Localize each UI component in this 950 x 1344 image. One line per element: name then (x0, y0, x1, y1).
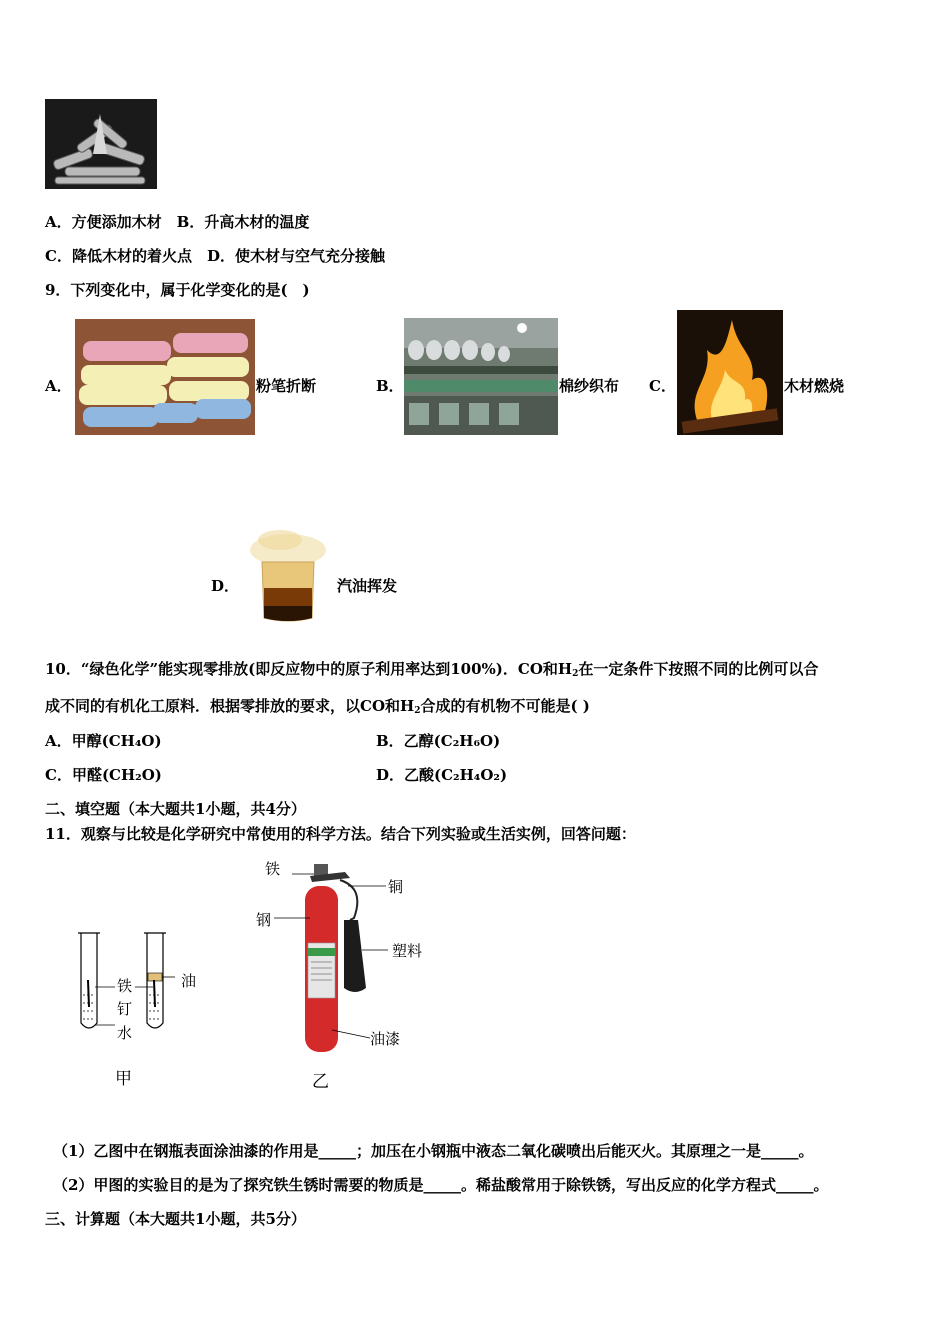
q10-option-b: B．乙醇(C₂H₆O) (376, 732, 501, 750)
q9-stem: 9．下列变化中，属于化学变化的是( ) (45, 281, 310, 299)
q9-option-b-text: 棉纱织布 (559, 377, 620, 395)
q11-sub1: （1）乙图中在钢瓶表面涂油漆的作用是_____；加压在小钢瓶中液态二氧化碳喷出后能灭火。其原理之一是_____。 (53, 1142, 814, 1160)
q8-options-ab: A．方便添加木材 B．升高木材的温度 (45, 213, 310, 231)
burning-wood-photo (677, 310, 783, 435)
label-steel: 钢 (256, 911, 272, 929)
q10-stem-line1 (45, 659, 818, 684)
label-yi: 乙 (312, 1072, 329, 1092)
section-2-heading: 二、填空题（本大题共1小题，共4分） (45, 800, 306, 818)
q11-stem: 11．观察与比较是化学研究中常使用的科学方法。结合下列实验或生活实例，回答问题： (45, 825, 636, 843)
q10-h2-subscript-2: 2 (414, 706, 421, 716)
q8-options-cd: C．降低木材的着火点 D．使木材与空气充分接触 (45, 247, 385, 265)
label-oil: 油 (181, 972, 197, 990)
label-tie-nail: 铁 (117, 977, 133, 995)
q10-option-c: C．甲醛(CH₂O) (45, 766, 162, 784)
campfire-photo (45, 99, 157, 189)
q9-option-d-letter: D． (211, 577, 240, 595)
textile-mill-photo (404, 318, 558, 435)
label-jia: 甲 (115, 1069, 132, 1089)
q9-option-c-letter: C． (649, 377, 676, 395)
label-water: 水 (117, 1024, 133, 1042)
beaker-gasoline-photo (240, 522, 336, 628)
label-iron: 铁 (265, 860, 281, 878)
section-3-heading: 三、计算题（本大题共1小题，共5分） (45, 1210, 306, 1228)
q10-line2-part1: 成不同的有机化工原料．根据零排放的要求，以CO和H (45, 697, 415, 715)
label-copper: 铜 (388, 878, 404, 896)
chalk-photo (75, 319, 255, 435)
label-paint: 油漆 (370, 1030, 401, 1048)
q10-stem-line2 (45, 696, 590, 721)
q9-option-a-letter: A． (45, 377, 72, 395)
test-tubes-diagram (75, 925, 195, 1040)
q10-option-a: A．甲醇(CH₄O) (45, 732, 162, 750)
label-plastic: 塑料 (392, 942, 423, 960)
q10-option-d: D．乙酸(C₂H₄O₂) (376, 766, 508, 784)
q10-h2-subscript: 2 (572, 669, 579, 679)
q10-line1-part2: 在一定条件下按照不同的比例可以合 (578, 660, 819, 678)
q9-option-a-text: 粉笔折断 (256, 377, 317, 395)
q9-option-b-letter: B． (376, 377, 404, 395)
q10-line2-part2: 合成的有机物不可能是( ) (420, 697, 590, 715)
label-ding-nail: 钉 (117, 1000, 133, 1018)
q9-option-c-text: 木材燃烧 (784, 377, 845, 395)
q10-line1-part1: 10．“绿色化学”能实现零排放(即反应物中的原子利用率达到100%)．CO和H (45, 660, 573, 678)
q11-sub2: （2）甲图的实验目的是为了探究铁生锈时需要的物质是_____。稀盐酸常用于除铁锈，写出反应的化学方程式_____。 (53, 1176, 829, 1194)
q9-option-d-text: 汽油挥发 (337, 577, 398, 595)
